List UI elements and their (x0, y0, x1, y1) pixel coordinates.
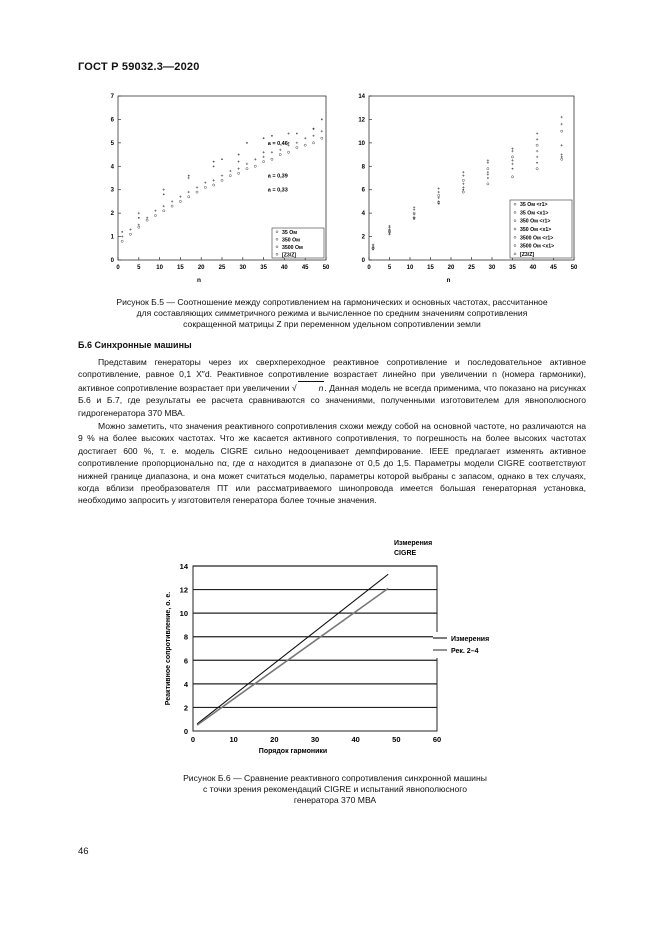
data-point (138, 226, 140, 228)
x-tick-label: 15 (427, 265, 434, 271)
data-point (254, 165, 256, 167)
sqrt-symbol: √ (291, 382, 297, 393)
data-point (121, 240, 123, 242)
data-point (511, 159, 513, 161)
y-tick-label: 12 (179, 585, 188, 595)
x-tick-label: 20 (447, 265, 455, 271)
data-point (487, 173, 489, 175)
data-point (262, 156, 264, 158)
data-point (163, 205, 165, 207)
data-point (279, 153, 281, 155)
data-point (438, 187, 440, 189)
data-point (146, 217, 148, 219)
data-point (536, 168, 538, 170)
data-point (462, 186, 464, 188)
y-tick-label: 2 (183, 703, 188, 713)
data-point (536, 132, 538, 134)
data-point (561, 123, 563, 125)
data-point (246, 163, 248, 165)
series-annotation: a = 0,39 (267, 173, 288, 180)
data-point (312, 128, 314, 130)
data-point (246, 168, 248, 170)
legend-label: 35 Ом <r1> (520, 202, 548, 209)
data-point (511, 148, 513, 150)
data-point (213, 184, 215, 186)
x-tick-label: 30 (488, 265, 496, 271)
chart-b5-right (355, 88, 585, 293)
legend-label: Измерения (451, 636, 490, 643)
legend-label: Рек. 2–4 (451, 648, 479, 655)
data-point (438, 194, 440, 196)
y-tick-label: 12 (358, 117, 365, 124)
data-point (487, 177, 489, 179)
figure-caption-b6 (150, 773, 520, 806)
caption-line: генератора 370 МВА (293, 795, 377, 805)
chart-b6 (150, 536, 490, 774)
data-point (287, 151, 289, 153)
data-point (129, 233, 131, 235)
y-tick-label: 2 (110, 211, 114, 218)
data-point (237, 167, 239, 169)
x-tick-label: 30 (310, 735, 320, 744)
data-point (536, 150, 538, 152)
data-point (213, 161, 215, 163)
data-point (229, 170, 231, 172)
data-point (312, 135, 314, 137)
series-annotation: a = 0,46 (267, 140, 288, 147)
data-point (312, 142, 314, 144)
data-point (536, 156, 538, 158)
data-point (163, 189, 165, 191)
chart-b5-left (100, 88, 340, 293)
x-tick-label: 0 (367, 265, 371, 271)
data-point (138, 217, 140, 219)
y-tick-label: 14 (358, 94, 365, 100)
data-point (487, 159, 489, 161)
y-tick-label: 4 (183, 679, 188, 689)
x-tick-label: 20 (197, 265, 205, 271)
annotation-top: CIGRE (394, 550, 417, 557)
data-point (271, 135, 273, 137)
x-tick-label: 20 (270, 735, 279, 744)
y-tick-label: 10 (358, 140, 365, 147)
data-point (438, 191, 440, 193)
data-point (561, 116, 563, 118)
data-point (296, 142, 298, 144)
data-point (138, 212, 140, 214)
y-tick-label: 1 (110, 234, 114, 241)
data-point (196, 191, 198, 193)
para1-text-b: . Данная модель не всегда применима, что показано на рисунках Б.6 и Б.7, где результаты ее расчета сравниваются со значениями, полученными изготовителем для явнополюсного гидрогенератора 370 МВА. (78, 382, 586, 418)
data-point (263, 137, 265, 139)
y-tick-label: 14 (179, 562, 188, 571)
legend-label: 3500 Ом <r1> (520, 235, 554, 242)
data-point (321, 130, 323, 132)
data-point (561, 156, 563, 158)
x-tick-label: 10 (156, 265, 163, 271)
y-tick-label: 8 (361, 164, 365, 171)
x-tick-label: 10 (406, 265, 414, 271)
plot-frame (193, 566, 437, 731)
y-tick-label: 4 (361, 211, 365, 218)
data-point (561, 144, 563, 146)
document-header: ГОСТ Р 59032.3—2020 (78, 61, 200, 73)
x-tick-label: 35 (260, 265, 267, 271)
data-point (237, 160, 239, 162)
x-tick-label: 25 (468, 265, 475, 271)
y-tick-label: 5 (110, 140, 114, 147)
data-point (246, 142, 248, 144)
data-point (163, 210, 165, 212)
legend-label: 3500 Ом (282, 244, 303, 251)
caption-line: Рисунок Б.6 — Сравнение реактивного сопротивления синхронной машины (183, 773, 487, 783)
data-point (146, 219, 148, 221)
data-point (304, 137, 306, 139)
data-point (254, 158, 256, 160)
data-point (438, 197, 440, 199)
data-point (561, 130, 563, 132)
data-point (221, 158, 223, 160)
data-point (413, 206, 415, 208)
data-point (561, 158, 563, 160)
data-point (561, 153, 563, 155)
y-tick-label: 6 (110, 117, 114, 124)
data-point (462, 183, 464, 185)
data-point (262, 151, 264, 153)
y-tick-label: 4 (110, 164, 114, 171)
data-point (196, 186, 198, 188)
data-point (221, 179, 223, 181)
data-point (271, 158, 273, 160)
data-point (462, 189, 464, 191)
data-point (154, 210, 156, 212)
x-tick-label: 35 (509, 265, 516, 271)
data-point (413, 208, 415, 210)
data-point (279, 149, 281, 151)
data-point (229, 175, 231, 177)
data-point (287, 132, 289, 134)
data-point (288, 142, 290, 144)
data-point (536, 138, 538, 140)
x-tick-label: 50 (570, 265, 578, 271)
x-tick-label: 45 (550, 265, 557, 271)
data-point (221, 174, 223, 176)
legend-label: [Z3/Z] (520, 251, 535, 258)
figure-caption-b5 (78, 297, 586, 330)
y-tick-label: 0 (183, 727, 188, 736)
y-tick-label: 6 (361, 187, 365, 194)
paragraph-1 (78, 356, 586, 419)
data-point (462, 179, 464, 181)
legend-label: 3500 Ом <x1> (520, 243, 555, 250)
data-point (163, 194, 165, 196)
data-point (487, 171, 489, 173)
data-point (212, 165, 214, 167)
data-point (512, 168, 514, 170)
data-point (204, 181, 206, 183)
data-point (321, 119, 323, 121)
x-tick-label: 40 (351, 735, 360, 744)
data-point (179, 200, 181, 202)
caption-line: сокращенной матрицы Z при переменном удельном сопротивлении земли (183, 319, 481, 329)
data-point (204, 186, 206, 188)
x-tick-label: 40 (281, 265, 288, 271)
data-point (388, 233, 390, 235)
x-tick-label: 5 (137, 265, 141, 271)
x-tick-label: 40 (529, 265, 537, 271)
x-tick-label: 60 (432, 735, 442, 744)
x-tick-label: 50 (322, 265, 330, 271)
data-point (188, 191, 190, 193)
data-point (129, 228, 131, 230)
data-point (263, 161, 265, 163)
data-point (372, 244, 374, 246)
x-axis-label: n (446, 277, 451, 284)
y-tick-label: 0 (361, 258, 365, 264)
y-tick-label: 8 (183, 632, 188, 642)
caption-line: для составляющих симметричного режима и вычисленное по средним значениям сопротивления (136, 308, 528, 318)
data-point (238, 154, 240, 156)
x-tick-label: 45 (301, 265, 309, 271)
legend-label: 350 Ом <x1> (520, 227, 552, 233)
caption-line: Рисунок Б.5 — Соотношение между сопротивлением на гармонических и основных частотах, рассчитанное (116, 297, 548, 307)
section-heading: Б.6 Синхронные машины (78, 340, 192, 350)
data-point (296, 133, 298, 135)
x-tick-label: 15 (177, 265, 184, 271)
data-point (271, 151, 273, 153)
data-point (462, 171, 464, 173)
legend-label: 35 Ом <x1> (520, 210, 549, 217)
sqrt-argument: n (298, 381, 325, 394)
x-tick-label: 10 (229, 735, 238, 744)
data-point (462, 191, 464, 193)
legend-label: 35 Ом (282, 229, 298, 236)
data-point (388, 225, 390, 227)
paragraph-2: Можно заметить, что значения реактивного сопротивления схожи между собой на основной частоте, но различаются на 9 % на более высоких частотах. Что же касается активного сопротивления, то погрешность на более высоких частотах достигает 600 %, т. е. модель CIGRE сильно недооценивает демпфирование. IEEE предлагает изменять активное сопротивление пропорционально nα, где α находится в диапазоне от 0,5 до 1,5. Параметры модели CIGRE соответствуют нижней границе диапазона, и она может считаться моделью, параметры которой выбраны с запасом, однако в тех случаях, когда вблизи преобразователя ПТ или рассматриваемого шинопровода имеется большая генераторная установка, необходимо запросить у изготовителя генератора более точные значения. (78, 421, 586, 506)
series-annotation: a = 0,33 (267, 187, 288, 194)
y-tick-label: 0 (110, 258, 114, 264)
y-tick-label: 7 (110, 94, 114, 100)
data-point (511, 176, 513, 178)
data-point (511, 150, 513, 152)
y-axis-label: Реактивное сопротивление, о. е. (165, 591, 172, 706)
data-point (121, 235, 123, 237)
x-axis-label: n (197, 277, 201, 284)
x-tick-label: 30 (239, 265, 247, 271)
data-point (171, 200, 173, 202)
para1-text-a: Представим генераторы через их сверхпереходное реактивное сопротивление и последовательное активное сопротивление, равное 0,1 X″d. Реактивное сопротивление возрастает линейно при увеличении n (номера гармоники), активное сопротивление возрастает при увеличении (78, 357, 586, 393)
x-tick-label: 0 (116, 265, 120, 271)
data-point (188, 177, 190, 179)
y-tick-label: 10 (179, 609, 188, 619)
data-point (321, 137, 323, 139)
y-tick-label: 6 (183, 656, 188, 666)
x-tick-label: 5 (387, 265, 392, 271)
data-point (188, 196, 190, 198)
data-point (487, 183, 489, 185)
data-point (212, 179, 214, 181)
data-point (154, 214, 156, 216)
data-point (487, 162, 489, 164)
page-number: 46 (78, 846, 89, 857)
legend-label: [Z3/Z] (282, 252, 297, 259)
data-point (138, 224, 140, 226)
data-point (238, 172, 240, 174)
data-point (296, 146, 298, 148)
data-point (487, 168, 489, 170)
y-tick-label: 2 (361, 234, 365, 241)
data-point (462, 174, 464, 176)
data-point (304, 144, 306, 146)
x-tick-label: 25 (218, 265, 226, 271)
data-point (511, 163, 513, 165)
x-tick-label: 0 (190, 735, 196, 744)
data-point (179, 196, 181, 198)
data-point (121, 231, 123, 233)
data-point (171, 205, 173, 207)
caption-line: с точки зрения рекомендаций CIGRE и испытаний явнополюсного (202, 784, 468, 794)
data-point (188, 175, 190, 177)
data-point (536, 162, 538, 164)
legend-label: 350 Ом <r1> (520, 218, 551, 225)
x-axis-label: Порядок гармоники (258, 748, 328, 755)
annotation-top: Измерения (394, 540, 433, 547)
x-tick-label: 50 (392, 735, 401, 744)
y-tick-label: 3 (110, 187, 114, 194)
data-point (511, 156, 513, 158)
legend-label: 350 Ом (282, 237, 300, 244)
data-point (536, 144, 538, 146)
